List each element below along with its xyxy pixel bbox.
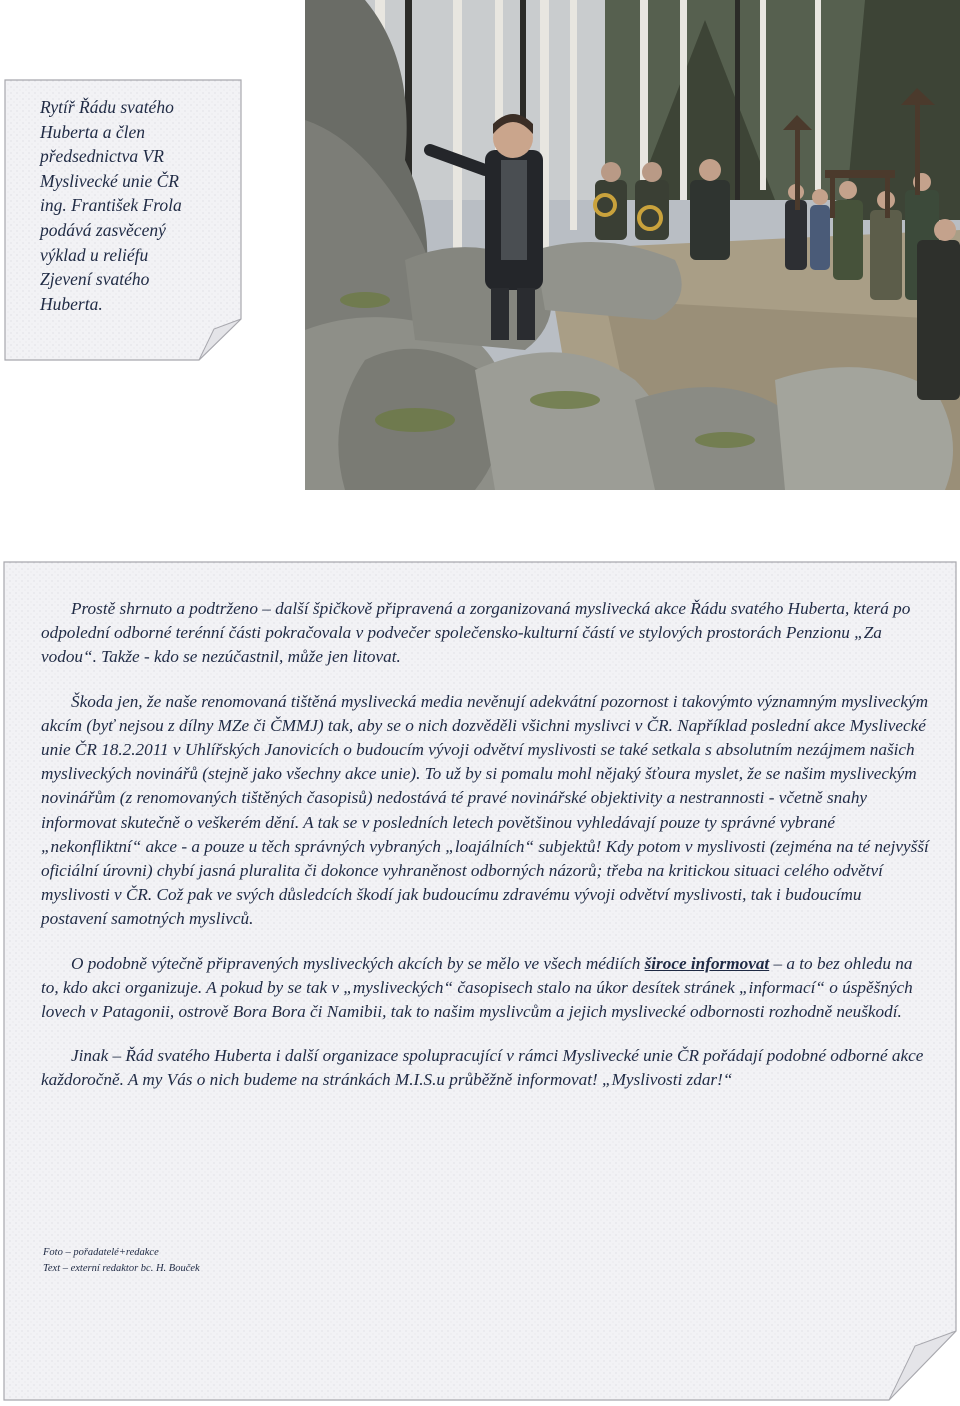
article-paragraph-3: [41, 952, 931, 1025]
text-credit: Text – externí redaktor bc. H. Bouček: [43, 1263, 200, 1274]
article-paragraph-1: Prostě shrnuto a podtrženo – další špičkově připravená a zorganizovaná myslivecká akce Řádu svatého Huberta, která po odpolední odborné terénní části pokračovala v podvečer společensko-kulturní částí ve stylových prostorách Penzionu „Za vodou“. Takže - kdo se nezúčastnil, může jen litovat.: [41, 599, 911, 667]
article-paragraph-4: Jinak – Řád svatého Huberta i další organizace spolupracující v rámci Myslivecké unie ČR pořádají podobné odborné akce každoročně. A my Vás o nich budeme na stránkách M.I.S.u průběžně informovat! „Myslivosti zdar!“: [41, 1046, 924, 1090]
article-note: [3, 561, 957, 1401]
article-body: [41, 597, 931, 1113]
paragraph-3-text-after: – a to bez ohledu na to, kdo akci organizuje. A pokud by se tak v „mysliveckých“ časopisech stalo na úkor desítek stránek „informací“ o úspěšných lovech v Patagonii, ostrově Bora Bora či Namibii, tak to našim myslivcům a jejich myslivecké odbornosti rozhodně neuškodí.: [41, 953, 913, 1022]
caption-note: [4, 79, 242, 361]
article-paragraph-2: Škoda jen, že naše renomovaná tištěná myslivecká media nevěnují adekvátní pozornost i takovýmto významným mysliveckým akcím (byť nejsou z dílny MZe či ČMMJ) tak, aby se o nich dozvěděli všichni myslivci v ČR. Například poslední akce Myslivecké unie ČR 18.2.2011 v Uhlířských Janovicích o budoucím vývoji odvětví myslivosti se také setkala s absolutním nezájmem našich mysliveckých novinářů (stejně jako všechny akce unie). To už by si pomalu mohl nějaký šťoura myslet, že se našim mysliveckým novinářům (z renomovaných tištěných časopisů) nedostává té pravé novinářské objektivity a nestrannosti - včetně snahy informovat skutečně o veškerém dění. A tak se v posledních letech povětšinou vyhledávají pouze ty správné vybrané „nekonfliktní“ akce - a pouze u těch správných vybraných „loajálních“ subjektů! Kdy potom v myslivosti (zejména na té nejvyšší oficiální úrovni) chybí jasná pluralita či dokonce vyhraněnost odborných názorů; třeba na kritickou situaci celého odvětví myslivosti v ČR. Což pak ve svých důsledcích škodí jak budoucímu zdravému vývoji odvětví myslivosti, tak i budoucímu postavení samotných myslivců.: [41, 691, 929, 929]
paragraph-3-text-before: O podobně výtečně připravených mysliveckých akcích by se mělo ve všech médiích: [71, 953, 645, 973]
underlined-phrase: široce informovat: [644, 953, 770, 973]
credits: [43, 1245, 200, 1277]
event-photo: [305, 0, 960, 490]
photo-credit: Foto – pořadatelé+redakce: [43, 1247, 159, 1258]
photo-forest-rocks-icon: [305, 0, 960, 490]
photo-caption: Rytíř Řádu svatého Huberta a člen předsednictva VR Myslivecké unie ČR ing. František Frola podává zasvěcený výklad u reliéfu Zjevení svatého Huberta.: [40, 97, 182, 314]
